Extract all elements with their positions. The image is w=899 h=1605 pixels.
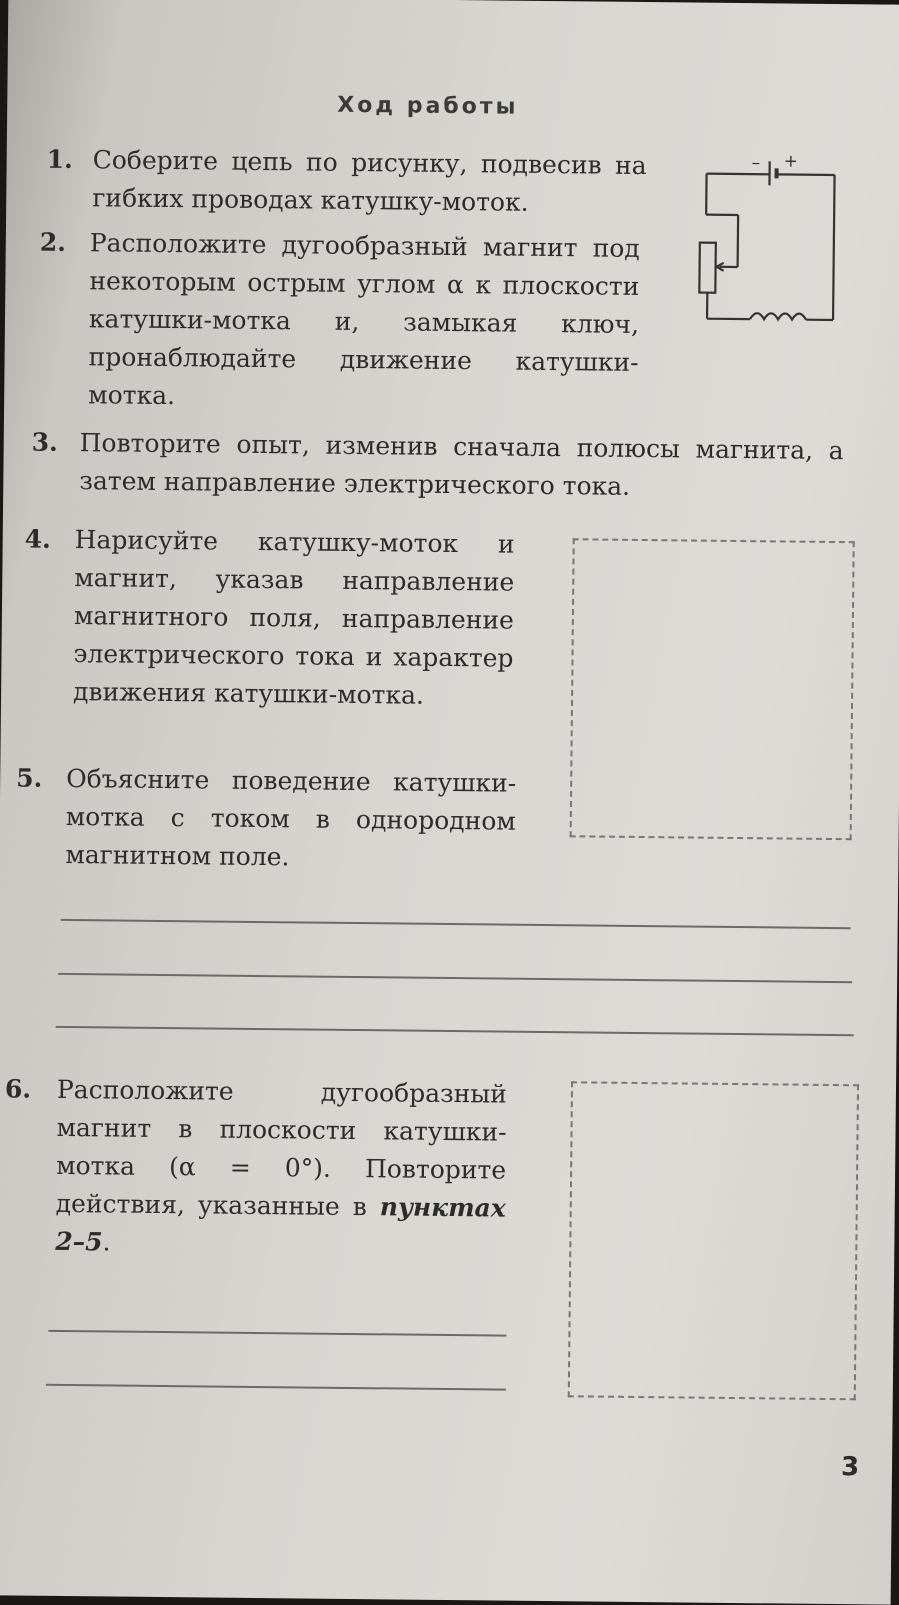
step-4 [23, 521, 515, 716]
step-number: 3. [32, 424, 59, 462]
step-3 [31, 424, 844, 508]
answer-line[interactable] [48, 1330, 506, 1337]
step-text: Соберите цепь по рисунку, подвесив на гибких проводах катушку-моток. [92, 141, 647, 223]
step-text: Нарисуйте катушку-моток и магнит, указав направление магнитного поля, направление электрического тока и характер движения катушки-мотка. [73, 521, 515, 716]
step-number: 2. [40, 224, 67, 262]
answer-line[interactable] [56, 1026, 854, 1036]
battery-plus-label: + [784, 151, 798, 171]
step-number: 5. [16, 759, 43, 797]
step-6 [3, 1070, 507, 1265]
step-5 [15, 759, 516, 878]
step-1 [46, 141, 647, 223]
answer-line[interactable] [61, 919, 851, 929]
step-number: 1. [46, 141, 73, 179]
answer-line[interactable] [58, 973, 852, 983]
drawing-area-step-4[interactable] [570, 538, 855, 840]
step-number: 6. [5, 1070, 32, 1108]
step-text: Объясните поведение катушки-мотка с током в однородном магнитном поле. [65, 760, 516, 879]
circuit-diagram [693, 147, 845, 334]
drawing-area-step-6[interactable] [568, 1081, 859, 1400]
page-number: 3 [841, 1452, 859, 1482]
section-heading: Ход работы [337, 93, 518, 120]
step-text: Расположите дугообразный магнит под некоторым острым углом α к плоскости катушки-мотка и, замыкая ключ, пронаблюдайте движение катушки-мотка. [88, 224, 640, 420]
battery-minus-label: – [752, 153, 761, 173]
step-reference: пунктах 2–5 [55, 1192, 506, 1256]
step-text: Расположите дугообразный магнит в плоскости катушки-мотка (α = 0°). Повторите действия, указанные в [56, 1075, 507, 1221]
step-text: Повторите опыт, изменив сначала полюсы магнита, а затем направление электрического тока. [79, 424, 844, 508]
answer-line[interactable] [46, 1384, 506, 1391]
step-2 [38, 224, 640, 420]
step-text-end: . [102, 1227, 110, 1256]
step-number: 4. [25, 521, 52, 559]
